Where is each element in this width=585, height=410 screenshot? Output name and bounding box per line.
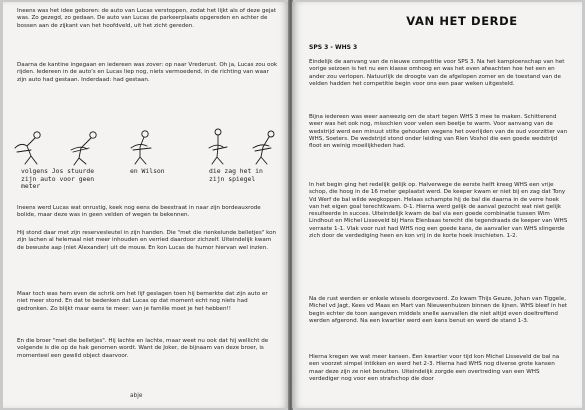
caption-wilson: en Wilson	[130, 167, 165, 175]
right-paragraph-3: In het begin ging het redelijk gelijk op. Halverwege de eerste helft kreeg WHS een vrije schop, die hoog in de 16 meter geplaatst werd. De keeper kwam er niet bij en zag dat Tony Vd Werf de bal wilde wegkoppen. Helaas schampte hij de bal die daarna in de verre hoek van het eigen goal terechtkwam. 0-1. Hierna werd gelijk de aanval gezocht wat niet gelijk resulteerde in succes. Uiteindelijk kwam de bal via een goede combinatie tussen Wim Lindhout en Michel Lisseveld bij Hans Elenbaas terecht die tegendraads de keeper van WHS verraste 1-1. Vlak voor rust had WHS nog een goede kans, de aanvaller van WHS slingerde zich door de verdediging heen en kon vrij in de korte hoek inschieten. 1-2.	[309, 182, 568, 240]
page-footer-signature: abje	[130, 393, 143, 399]
right-page	[292, 2, 582, 408]
match-subtitle: SPS 3 - WHS 3	[309, 44, 358, 51]
right-paragraph-2: Bijna iedereen was weer aanwezig om de start tegen WHS 3 mee te maken. Schitterend weer was het ook nog, misschien voor velen een beetje te warm. Voor aanvang van de wedstrijd werd een minuut stilte gehouden wegens het overlijden van de oud voorzitter van WHS, Soeters. De wedstrijd stond onder leiding van Rien Voshol die een goede wedstrijd floot en weinig moeilijkheden had.	[309, 114, 568, 150]
page-title: VAN HET DERDE	[406, 14, 518, 28]
caption-jos: volgens Jos stuurde zijn auto voor geen meter	[21, 167, 95, 191]
right-paragraph-4: Na de rust werden er enkele wissels doorgevoerd. Zo kwam Thijs Geuze, Johan van Tiggele, Michel vd Jagt, Kees vd Maas en Mart van Nieuwenhuizen binnen de lijnen. WHS bleef in het begin echter de toon aangeven middels snelle aanvallen die niet altijd even doeltreffend werden afgerond. Na een kwartier werd een kans benut en werd de stand 1-3.	[309, 296, 568, 324]
left-paragraph-2: Daarna de kantine ingegaan en iedereen was zover: op naar Vrederust. Oh ja, Lucas zou ook rijden. Iedereen in de auto's en Lucas liep nog, niets vermoedend, in de richting van waar zijn auto had gestaan. Inderdaad: had gestaan.	[17, 62, 278, 83]
right-paragraph-5: Hierna kregen we wat meer kansen. Een kwartier voor tijd kon Michel Lisseveld de bal na een voorzet simpel intikken en werd het 2-3. Hierna had WHS nog diverse grote kansen maar deze zijn ze niet benutten. Uiteindelijk zorgde een overtreding van een WHS verdediger nog voor een strafschop die door	[309, 354, 560, 382]
left-page	[3, 2, 289, 408]
left-paragraph-4: Hij stond daar met zijn reservesleutel in zijn handen. Die "met die rienkelunde belletjes" kon zijn lachen al helemaal niet meer inhouden en verried daardoor zichzelf. Uiteindelijk kwam de bewuste aap (niet Alexander) uit de mouw. En kon Lucas de humor hiervan wel inzien.	[17, 230, 277, 251]
left-paragraph-1: Ineens was het idee geboren: de auto van Lucas verstoppen, zodat het lijkt als of deze gejat was. Zo gezegd, zo gedaan. De auto van Lucas de parkeerplaats opgereden en achter de bossen aan de zijkant van het hoofdveld, uit het zicht gereden.	[17, 8, 277, 29]
left-paragraph-6: En die broer "met die belletjes". Hij lachte en lachte, maar weet nu ook dat hij wellicht de volgende is die op de hak genomen wordt. Want de Joker, de bijnaam van deze broer, is momenteel een gewild object daarvoor.	[17, 338, 269, 359]
left-paragraph-3: Ineens werd Lucas wat onrustig, keek nog eens de beestraat in naar zijn bordeauxrode bolide, maar deze was in geen velden of wegen te bekennen.	[17, 205, 261, 219]
left-paragraph-5: Maar toch was hem even de schrik om het lijf geslagen toen hij bemerkte dat zijn auto er niet meer stond. En dat te bedenken dat Lucas op dat moment echt nog niets had gedronken. Zo blijkt maar eens te meer: van je familie moet je het hebben!!	[17, 291, 268, 312]
right-paragraph-1: Eindelijk de aanvang van de nieuwe competitie voor SPS 3. Na het kampioenschap van het vorige seizoen is het nu een klasse omhoog en was het even afwachten hoe het een en ander zou verlopen. Natuurlijk de droogte van de afgelopen zomer en de toestand van de velden hadden het competitie begin voor ons een paar weken uitgesteld.	[309, 59, 565, 87]
caption-spiegel: die zag het in zijn spiegel	[209, 167, 263, 183]
